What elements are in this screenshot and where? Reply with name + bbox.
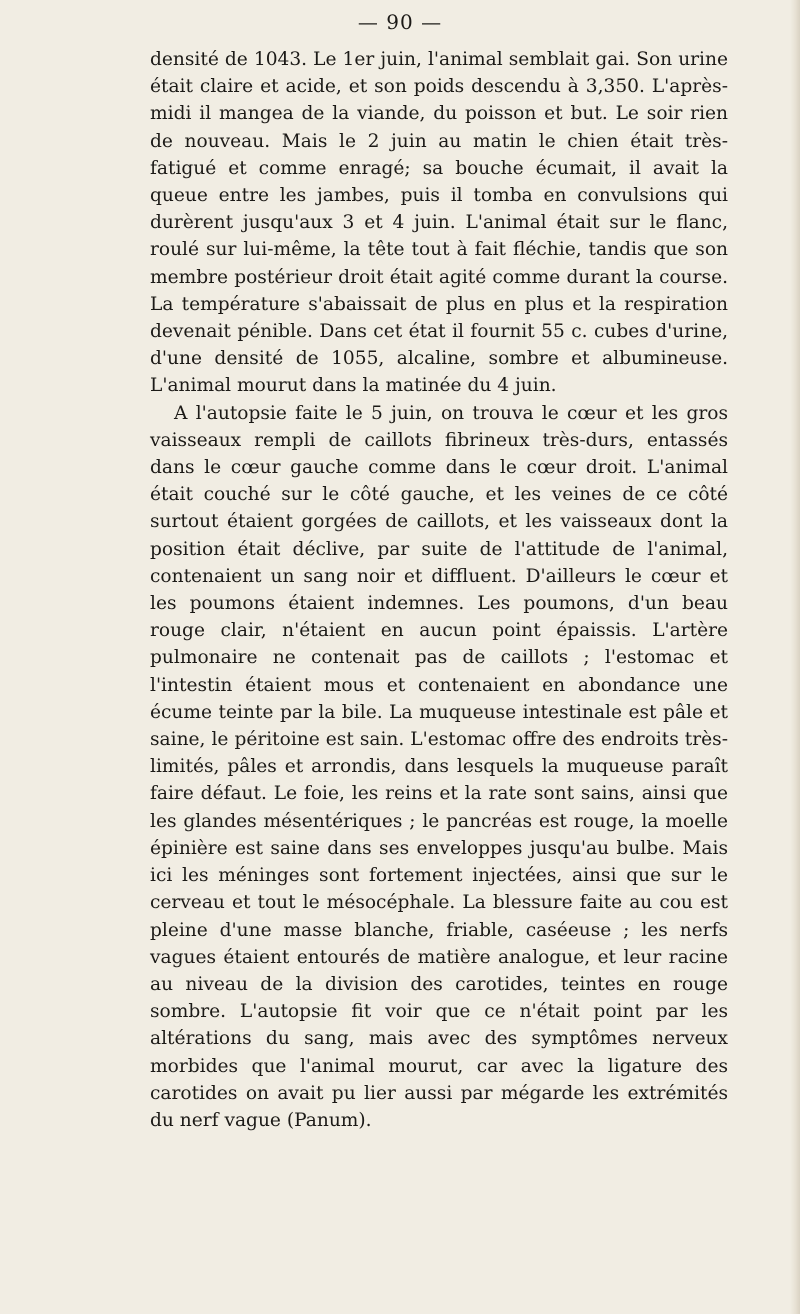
page-number: — 90 — bbox=[357, 10, 443, 34]
paragraph-1: densité de 1043. Le 1er juin, l'animal semblait gai. Son urine était claire et acide, et son poids descendu à 3,350. L'après-midi il mangea de la viande, du poisson et but. Le soir rien de nouveau. Mais le 2 juin au matin le chien était très-fatigué et comme enragé; sa bouche écumait, il avait la queue entre les jambes, puis il tomba en convulsions qui durèrent jusqu'aux 3 et 4 juin. L'animal était sur le flanc, roulé sur lui-même, la tête tout à fait fléchie, tandis que son membre postérieur droit était agité comme durant la course. La température s'abaissait de plus en plus et la respiration devenait pénible. Dans cet état il fournit 55 c. cubes d'urine, d'une densité de 1055, alcaline, sombre et albumineuse. L'animal mourut dans la matinée du 4 juin. bbox=[150, 49, 728, 397]
page-edge-shadow bbox=[790, 0, 800, 1314]
paragraph-2: A l'autopsie faite le 5 juin, on trouva le cœur et les gros vaisseaux rempli de caillots fibrineux très-durs, entassés dans le cœur gauche comme dans le cœur droit. L'animal était couché sur le côté gauche, et les veines de ce côté surtout étaient gorgées de caillots, et les vaisseaux dont la position était déclive, par suite de l'attitude de l'animal, contenaient un sang noir et diffluent. D'ailleurs le cœur et les poumons étaient indemnes. Les poumons, d'un beau rouge clair, n'étaient en aucun point épaissis. L'artère pulmonaire ne contenait pas de caillots ; l'estomac et l'intestin étaient mous et contenaient en abondance une écume teinte par la bile. La muqueuse intestinale est pâle et saine, le péritoine est sain. L'estomac offre des endroits très-limités, pâles et arrondis, dans lesquels la muqueuse paraît faire défaut. Le foie, les reins et la rate sont sains, ainsi que les glandes mésentériques ; le pancréas est rouge, la moelle épinière est saine dans ses enveloppes jusqu'au bulbe. Mais ici les méninges sont fortement injectées, ainsi que sur le cerveau et tout le mésocéphale. La blessure faite au cou est pleine d'une masse blanche, friable, caséeuse ; les nerfs vagues étaient entourés de matière analogue, et leur racine au niveau de la division des carotides, teintes en rouge sombre. L'autopsie fit voir que ce n'était point par les altérations du sang, mais avec des symptômes nerveux morbides que l'animal mourut, car avec la ligature des carotides on avait pu lier aussi par mégarde les extrémités du nerf vague (Panum). bbox=[150, 402, 728, 1131]
body-text bbox=[150, 46, 728, 1134]
